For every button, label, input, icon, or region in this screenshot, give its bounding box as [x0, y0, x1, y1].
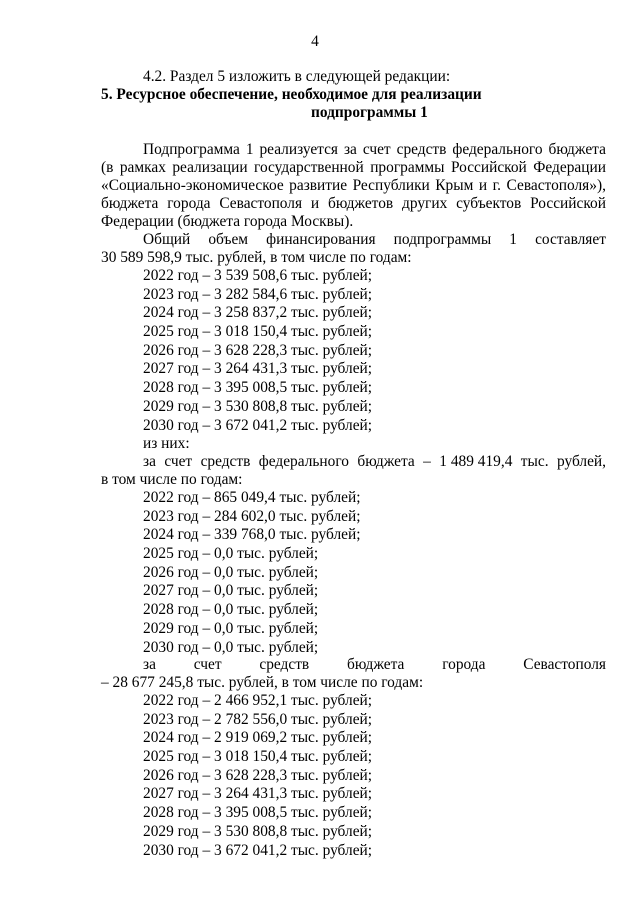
total-by-year-list [143, 267, 372, 435]
city-intro-line [143, 656, 606, 674]
word: (в [101, 159, 114, 176]
word: других [402, 195, 448, 212]
word: счет [164, 453, 193, 470]
word: 1 [509, 231, 517, 248]
federal-by-year-list [143, 489, 361, 657]
para2-line [143, 231, 606, 249]
word: Севастополя [523, 656, 606, 673]
year-amount-line: 2029 год – 3 530 808,8 тыс. рублей; [143, 822, 373, 840]
word: Севастополя [219, 195, 303, 212]
word: Федерации [533, 159, 606, 176]
year-amount-line: 2022 год – 2 466 952,1 тыс. рублей; [143, 692, 373, 709]
word: составляет [535, 231, 606, 248]
city-by-year-list [143, 692, 372, 860]
word: федерального [258, 453, 349, 470]
year-amount-line: 2028 год – 0,0 тыс. рублей; [143, 601, 319, 619]
word: реализации [172, 159, 248, 176]
word: программы [370, 159, 445, 176]
word: и [478, 177, 488, 194]
year-amount-line: 2029 год – 0,0 тыс. рублей; [143, 619, 319, 637]
year-amount-line: 2022 год – 865 049,4 тыс. рублей; [143, 489, 361, 506]
word: рамках [119, 159, 166, 176]
year-amount-line: 2026 год – 0,0 тыс. рублей; [143, 563, 319, 581]
word: города [442, 656, 486, 673]
word: Республики [352, 177, 430, 194]
word: подпрограммы [393, 231, 492, 248]
word: государственной [254, 159, 364, 176]
word: средств [200, 453, 251, 470]
word: за [143, 656, 156, 673]
word: Подпрограмма [143, 141, 240, 158]
word: 1 489 419,4 [439, 453, 513, 470]
word: тыс. [520, 453, 549, 470]
year-amount-line: 2027 год – 3 264 431,3 тыс. рублей; [143, 785, 373, 803]
of-them-label: из них: [143, 435, 190, 452]
year-amount-line: 2024 год – 339 768,0 тыс. рублей; [143, 526, 361, 544]
year-amount-line: 2028 год – 3 395 008,5 тыс. рублей; [143, 379, 373, 397]
word: рублей, [556, 453, 606, 470]
year-amount-line: 2027 год – 3 264 431,3 тыс. рублей; [143, 360, 373, 378]
year-amount-line: 2026 год – 3 628 228,3 тыс. рублей; [143, 341, 373, 359]
word: реализуется [259, 141, 338, 158]
federal-intro-last-line: в том числе по годам: [101, 471, 243, 488]
word: – [423, 453, 431, 470]
word: субъектов [456, 195, 522, 212]
word: 1 [245, 141, 254, 158]
word: объем [208, 231, 249, 248]
word: финансирования [266, 231, 376, 248]
year-amount-line: 2029 год – 3 530 808,8 тыс. рублей; [143, 397, 373, 415]
year-amount-line: 2030 год – 3 672 041,2 тыс. рублей; [143, 416, 373, 434]
para2-last-line: 30 589 598,9 тыс. рублей, в том числе по годам: [101, 249, 412, 266]
word: и [310, 195, 320, 212]
para1-line [143, 141, 606, 159]
year-amount-line: 2024 год – 3 258 837,2 тыс. рублей; [143, 304, 373, 322]
year-amount-line: 2030 год – 0,0 тыс. рублей; [143, 638, 319, 656]
word: г. [492, 177, 502, 194]
federal-intro-line [143, 453, 606, 471]
year-amount-line: 2027 год – 0,0 тыс. рублей; [143, 582, 319, 600]
intro-line: 4.2. Раздел 5 изложить в следующей редакции: [143, 68, 451, 85]
year-amount-line: 2023 год – 3 282 584,6 тыс. рублей; [143, 285, 373, 303]
year-amount-line: 2026 год – 3 628 228,3 тыс. рублей; [143, 766, 373, 784]
word: Крым [435, 177, 474, 194]
word: Российской [450, 159, 527, 176]
word: счет [362, 141, 391, 158]
word: Российской [530, 195, 606, 212]
word: бюджета [101, 195, 159, 212]
year-amount-line: 2025 год – 3 018 150,4 тыс. рублей; [143, 748, 373, 766]
year-amount-line: 2023 год – 284 602,0 тыс. рублей; [143, 507, 361, 525]
year-amount-line: 2023 год – 2 782 556,0 тыс. рублей; [143, 710, 373, 728]
year-amount-line: 2022 год – 3 539 508,6 тыс. рублей; [143, 267, 373, 284]
word: бюджетов [328, 195, 394, 212]
para1-line [101, 159, 606, 177]
word: бюджета [357, 453, 415, 470]
year-amount-line: 2025 год – 3 018 150,4 тыс. рублей; [143, 323, 373, 341]
year-amount-line: 2028 год – 3 395 008,5 тыс. рублей; [143, 804, 373, 822]
word: города [167, 195, 211, 212]
word: Общий [143, 231, 191, 248]
section-heading-line2: подпрограммы 1 [311, 104, 428, 121]
word: Севастополя»), [506, 177, 606, 194]
year-amount-line: 2030 год – 3 672 041,2 тыс. рублей; [143, 841, 373, 859]
word: бюджета [548, 141, 606, 158]
word: развитие [289, 177, 348, 194]
year-amount-line: 2025 год – 0,0 тыс. рублей; [143, 545, 319, 563]
word: бюджета [347, 656, 405, 673]
para1-line [101, 177, 606, 195]
word: «Социально-экономическое [101, 177, 284, 194]
word: счет [193, 656, 222, 673]
word: за [143, 453, 156, 470]
year-amount-line: 2024 год – 2 919 069,2 тыс. рублей; [143, 729, 373, 747]
word: средств [396, 141, 447, 158]
word: средств [259, 656, 310, 673]
word: федерального [452, 141, 543, 158]
city-intro-last-line: – 28 677 245,8 тыс. рублей, в том числе по годам: [101, 674, 424, 691]
section-heading-line1: 5. Ресурсное обеспечение, необходимое для реализации [101, 86, 482, 103]
para1-last-line: Федерации (бюджета города Москвы). [101, 213, 354, 230]
page-number: 4 [311, 33, 319, 50]
para1-line [101, 195, 606, 213]
word: за [343, 141, 357, 158]
